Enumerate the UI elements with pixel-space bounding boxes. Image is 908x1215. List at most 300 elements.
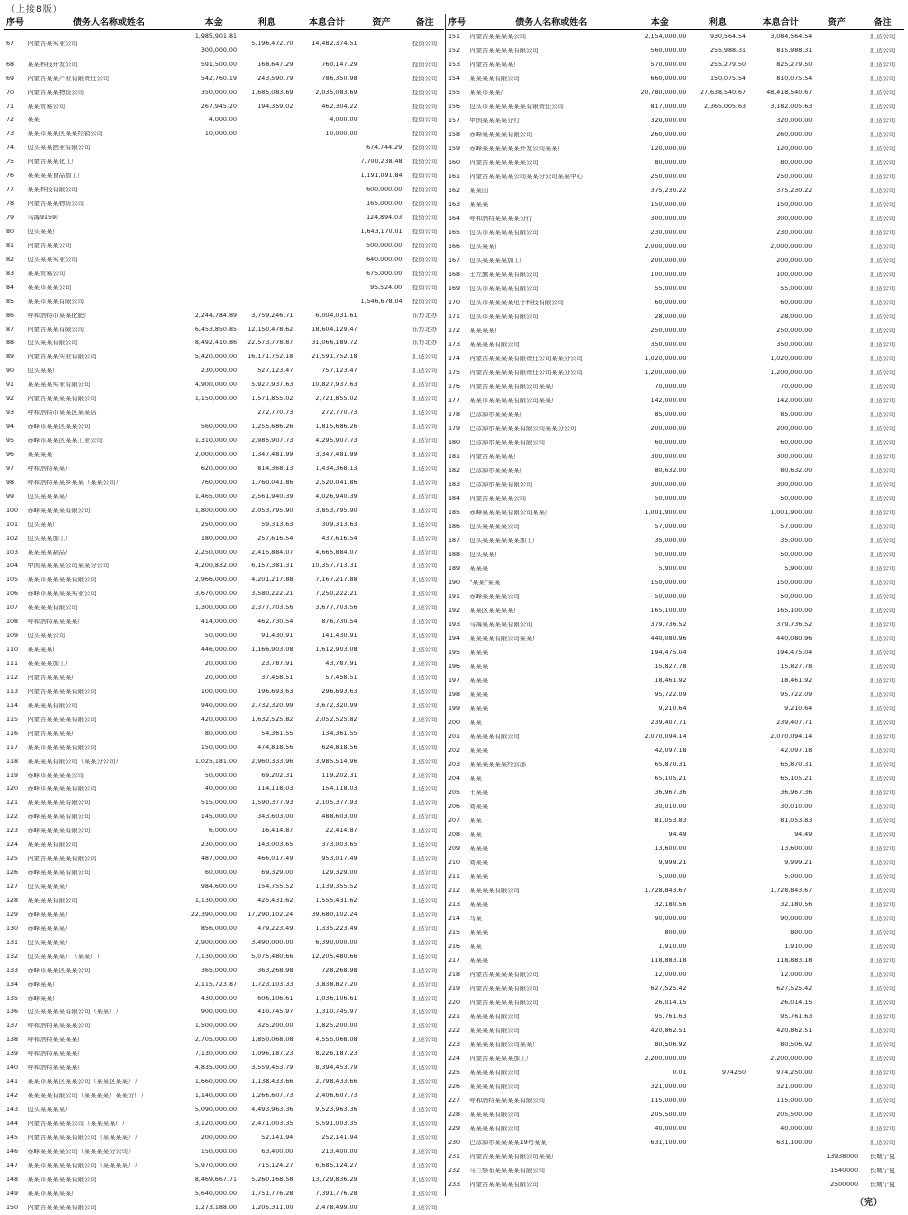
table-row bbox=[446, 534, 904, 548]
total: 21,591,752.18 bbox=[311, 354, 358, 361]
debtor-name: 某某市某某某某有限公司 bbox=[27, 1176, 97, 1183]
debtor-name: 内蒙古某某物资公司 bbox=[27, 89, 85, 96]
interest: 143,003.65 bbox=[257, 842, 294, 849]
total: 230,000.00 bbox=[776, 229, 813, 236]
interest: 974250 bbox=[721, 1069, 747, 1076]
interest: 466,017.49 bbox=[257, 856, 294, 863]
header-interest: 利息 bbox=[708, 18, 727, 28]
row-no: 129 bbox=[6, 911, 19, 918]
principal: 1,130,000.00 bbox=[194, 897, 237, 904]
remark: 汇达公司 bbox=[412, 619, 438, 626]
total: 2,000,000.00 bbox=[770, 243, 813, 250]
row-no: 180 bbox=[448, 439, 461, 446]
row-no: 219 bbox=[448, 985, 461, 992]
remark: 汇达公司 bbox=[869, 229, 896, 236]
row-no: 222 bbox=[448, 1027, 461, 1034]
row-no: 105 bbox=[6, 577, 19, 584]
remark: 汇达公司 bbox=[869, 285, 896, 292]
interest: 2,377,703.56 bbox=[251, 605, 294, 612]
table-row bbox=[4, 1159, 444, 1173]
remark: 投资公司 bbox=[412, 298, 438, 305]
total: 39,680,102.24 bbox=[311, 911, 358, 918]
row-no: 143 bbox=[6, 1107, 19, 1114]
row-no: 199 bbox=[448, 705, 461, 712]
total: 80,632.00 bbox=[780, 467, 813, 474]
debtor-name: 乌兰察布某某某某有限公司 bbox=[469, 1167, 545, 1174]
interest: 2,365,005.63 bbox=[703, 103, 747, 110]
principal: 35,000.00 bbox=[654, 537, 687, 544]
row-no: 88 bbox=[6, 340, 15, 347]
row-no: 103 bbox=[6, 549, 19, 556]
assets: 1,191,091.84 bbox=[360, 173, 403, 180]
total: 1,036,106.61 bbox=[315, 995, 358, 1002]
table-row bbox=[4, 86, 444, 100]
remark: 投资公司 bbox=[412, 284, 438, 291]
row-no: 102 bbox=[6, 535, 19, 542]
row-no: 116 bbox=[6, 730, 19, 737]
row-no: 171 bbox=[448, 313, 461, 320]
remark: 投资公司 bbox=[412, 228, 438, 235]
remark: 汇达公司 bbox=[869, 439, 896, 446]
total: 1,815,686.26 bbox=[315, 424, 358, 431]
row-no: 72 bbox=[6, 117, 15, 124]
principal: 205,500.00 bbox=[650, 1111, 687, 1118]
remark: 汇达公司 bbox=[412, 1162, 438, 1169]
remark: 汇达公司 bbox=[869, 691, 896, 698]
debtor-name: 赤峰市某某区某某工业公司 bbox=[27, 438, 103, 445]
total: 57,458.51 bbox=[325, 674, 358, 681]
interest: 1,166,903.08 bbox=[251, 647, 294, 654]
remark: 汇达公司 bbox=[869, 1111, 896, 1118]
principal: 9,210.64 bbox=[658, 705, 687, 712]
debtor-name: 某某某某有限公司某某厂 bbox=[469, 635, 539, 642]
table-row bbox=[446, 660, 904, 674]
principal: 5,420,000.00 bbox=[194, 354, 237, 361]
table-row bbox=[446, 688, 904, 702]
total: 2,478,499.00 bbox=[315, 1204, 358, 1211]
debtor-name: 呼和浩特某某某某厂 bbox=[27, 619, 85, 626]
table-row bbox=[446, 912, 904, 926]
principal: 1,200,000.00 bbox=[644, 369, 687, 376]
header-assets: 资产 bbox=[827, 18, 846, 28]
remark: 汇达公司 bbox=[412, 382, 438, 389]
debtor-name: 内蒙古某某某某有限责任公司某某分公司 bbox=[469, 369, 583, 376]
principal: 180,000.00 bbox=[200, 535, 237, 542]
remark: 汇达公司 bbox=[869, 901, 896, 908]
principal: 4,835,000.00 bbox=[194, 1065, 237, 1072]
total: 373,003.65 bbox=[321, 842, 358, 849]
row-no: 227 bbox=[448, 1097, 461, 1104]
assets: 500,000.00 bbox=[366, 242, 403, 249]
header-total: 本息合计 bbox=[762, 18, 799, 28]
table-row bbox=[4, 1131, 444, 1145]
principal: 300,000.00 bbox=[650, 215, 687, 222]
debtor-name: 包头某某厂 bbox=[27, 368, 59, 375]
total: 1,310,745.97 bbox=[315, 1009, 358, 1016]
remark: 汇达公司 bbox=[869, 453, 896, 460]
remark: 汇达公司 bbox=[412, 647, 438, 654]
total: 9,210.64 bbox=[784, 705, 813, 712]
principal: 3,670,000.00 bbox=[194, 591, 237, 598]
table-row bbox=[4, 1117, 444, 1131]
debtor-name: 赤峰某某厂 bbox=[27, 995, 59, 1002]
debtor-name: 某某区某某某某厂 bbox=[469, 607, 520, 614]
table-row bbox=[4, 852, 444, 866]
remark: 汇达公司 bbox=[869, 929, 896, 936]
table-row bbox=[446, 464, 904, 478]
remark: 汇达公司 bbox=[869, 215, 896, 222]
principal: 80,000.00 bbox=[204, 730, 237, 737]
table-body bbox=[446, 30, 904, 1192]
principal: 50,000.00 bbox=[204, 633, 237, 640]
total: 5,591,003.35 bbox=[315, 1120, 358, 1127]
table-row bbox=[446, 786, 904, 800]
debtor-name: 某某某某有限公司 bbox=[469, 1069, 520, 1076]
row-no: 84 bbox=[6, 284, 15, 291]
table-row bbox=[4, 546, 444, 560]
interest: 196,693.63 bbox=[257, 688, 294, 695]
total: 1,612,903.08 bbox=[315, 647, 358, 654]
assets: 1,643,170.01 bbox=[360, 228, 403, 235]
row-no: 189 bbox=[448, 565, 461, 572]
row-no: 155 bbox=[448, 89, 461, 96]
debtor-name: 某某 bbox=[469, 943, 483, 950]
debtor-name: 某某市某某厂 bbox=[469, 89, 508, 96]
remark: 汇达公司 bbox=[869, 1069, 896, 1076]
debtor-name: 赤峰市某某某某实业公司 bbox=[27, 591, 97, 598]
remark: 汇达公司 bbox=[412, 1079, 438, 1086]
table-row bbox=[446, 562, 904, 576]
principal: 94.49 bbox=[668, 831, 687, 838]
row-no: 229 bbox=[448, 1125, 461, 1132]
row-no: 213 bbox=[448, 901, 461, 908]
row-no: 168 bbox=[448, 271, 461, 278]
row-no: 187 bbox=[448, 537, 461, 544]
remark: 汇达公司 bbox=[869, 327, 896, 334]
remark: 东方北办 bbox=[412, 312, 438, 319]
principal: 591,500.00 bbox=[200, 61, 237, 68]
debtor-name: 刘某某 bbox=[469, 803, 489, 810]
table-row bbox=[4, 866, 444, 880]
total: 3,853,795.90 bbox=[315, 507, 358, 514]
table-row bbox=[446, 926, 904, 940]
interest: 1,632,525.82 bbox=[251, 716, 294, 723]
table-row bbox=[4, 295, 444, 309]
remark: 汇达公司 bbox=[412, 702, 438, 709]
row-no: 146 bbox=[6, 1148, 19, 1155]
table-row bbox=[4, 671, 444, 685]
table-row bbox=[446, 716, 904, 730]
table-row bbox=[4, 615, 444, 629]
remark: 汇达公司 bbox=[869, 383, 896, 390]
principal: 365,000.00 bbox=[200, 967, 237, 974]
table-header bbox=[4, 14, 444, 30]
header-principal: 本金 bbox=[650, 18, 669, 28]
total: 3,838,827.20 bbox=[315, 981, 358, 988]
remark: 汇达公司 bbox=[869, 537, 896, 544]
principal: 7,130,000.00 bbox=[194, 953, 237, 960]
total: 80,000.00 bbox=[780, 159, 813, 166]
principal: 57,000.00 bbox=[654, 523, 687, 530]
principal: 487,000.00 bbox=[200, 856, 237, 863]
total: 300,000.00 bbox=[776, 481, 813, 488]
debtor-name: 呼和浩特某某某某分行 bbox=[469, 215, 533, 222]
principal: 55,000.00 bbox=[654, 285, 687, 292]
remark: 汇达公司 bbox=[869, 47, 896, 54]
debtor-name: 中国某某某某公司某某分公司 bbox=[27, 563, 110, 570]
debtor-name: 巴彦淖尔某某某某有限公司某某分公司 bbox=[469, 425, 577, 432]
row-no: 215 bbox=[448, 929, 461, 936]
assets: 675,000.00 bbox=[366, 270, 403, 277]
principal: 150,000.00 bbox=[200, 744, 237, 751]
interest: 814,368.13 bbox=[257, 465, 294, 472]
principal: 95,761.63 bbox=[654, 1013, 687, 1020]
debtor-name: 赤峰某某某某某某开发公司某某厂 bbox=[469, 145, 564, 152]
remark: 汇达公司 bbox=[412, 786, 438, 793]
table-row bbox=[4, 169, 444, 183]
total: 13,600.00 bbox=[780, 845, 813, 852]
row-no: 202 bbox=[448, 747, 461, 754]
total: 6,685,124.27 bbox=[315, 1162, 358, 1169]
table-row bbox=[446, 338, 904, 352]
row-no: 163 bbox=[448, 201, 461, 208]
row-no: 166 bbox=[448, 243, 461, 250]
remark: 汇达公司 bbox=[869, 523, 896, 530]
remark: 汇达公司 bbox=[412, 716, 438, 723]
row-no: 125 bbox=[6, 856, 19, 863]
table-row bbox=[446, 114, 904, 128]
remark: 汇达公司 bbox=[412, 995, 438, 1002]
header-assets: 资产 bbox=[372, 18, 391, 28]
interest: 272,770.73 bbox=[257, 410, 294, 417]
row-no: 110 bbox=[6, 647, 19, 654]
table-row bbox=[446, 44, 904, 58]
principal: 420,862.51 bbox=[650, 1027, 687, 1034]
total: 10,827,937.63 bbox=[311, 382, 358, 389]
table-row bbox=[4, 992, 444, 1006]
table-row bbox=[4, 908, 444, 922]
principal: 2,705,000.00 bbox=[194, 1037, 237, 1044]
table-row bbox=[446, 492, 904, 506]
row-no: 108 bbox=[6, 619, 19, 626]
interest: 527,123.47 bbox=[257, 368, 294, 375]
table-row bbox=[4, 155, 444, 169]
row-no: 206 bbox=[448, 803, 461, 810]
table-row bbox=[4, 532, 444, 546]
header-remark: 备注 bbox=[415, 18, 434, 28]
principal: 1,500,000.00 bbox=[194, 1023, 237, 1030]
table-row bbox=[4, 1201, 444, 1215]
remark: 汇达公司 bbox=[869, 621, 896, 628]
table-row bbox=[446, 436, 904, 450]
debtor-name: 某某某某加工厂 bbox=[27, 661, 72, 668]
header-no: 序号 bbox=[6, 18, 25, 28]
total: 300,000.00 bbox=[776, 215, 813, 222]
principal: 542,760.19 bbox=[200, 75, 237, 82]
remark: 汇达公司 bbox=[412, 1176, 438, 1183]
interest: 54,361.55 bbox=[261, 730, 294, 737]
total: 1,825,200.00 bbox=[315, 1023, 358, 1030]
principal: 267,945.20 bbox=[200, 103, 237, 110]
row-no: 144 bbox=[6, 1120, 19, 1127]
debtor-name: 某某某某有限公司 bbox=[27, 702, 78, 709]
interest: 1,723,103.33 bbox=[251, 981, 294, 988]
principal: 1,465,000.00 bbox=[194, 493, 237, 500]
interest: 325,200.00 bbox=[257, 1023, 294, 1030]
debtor-name: 包头某某某某有限公司（某某厂） bbox=[27, 1009, 122, 1016]
table-header bbox=[446, 14, 904, 30]
remark: 汇达公司 bbox=[869, 243, 896, 250]
interest: 4,201,217.88 bbox=[251, 577, 294, 584]
debtor-name: 包头某某某某厂 bbox=[27, 884, 72, 891]
debtor-name: 某某市某某区某某公司（某某区某某厂） bbox=[27, 1079, 141, 1086]
remark: 汇达公司 bbox=[869, 369, 896, 376]
debtor-name: 某某某某 bbox=[27, 451, 53, 458]
remark: 汇达公司 bbox=[412, 424, 438, 431]
principal: 50,000.00 bbox=[204, 772, 237, 779]
remark: 汇达公司 bbox=[869, 859, 896, 866]
row-no: 205 bbox=[448, 789, 461, 796]
remark: 汇达公司 bbox=[869, 257, 896, 264]
interest: 255,279.50 bbox=[709, 61, 747, 68]
interest: 3,490,000.00 bbox=[251, 939, 294, 946]
principal: 420,000.00 bbox=[200, 716, 237, 723]
principal: 200,000.00 bbox=[650, 425, 687, 432]
table-row bbox=[4, 490, 444, 504]
table-row bbox=[446, 1094, 904, 1108]
debtor-name: 内蒙古某某某某有限公司 bbox=[469, 985, 539, 992]
remark: 汇达公司 bbox=[869, 201, 896, 208]
remark: 汇达公司 bbox=[869, 75, 896, 82]
principal: 2,250,000.00 bbox=[194, 549, 237, 556]
row-no: 232 bbox=[448, 1167, 461, 1174]
debtor-name: 某某某某有限公司 bbox=[469, 341, 520, 348]
remark: 投资公司 bbox=[412, 40, 438, 47]
remark: 汇达公司 bbox=[869, 873, 896, 880]
interest: 37,458.51 bbox=[261, 674, 294, 681]
total: 8,394,453.79 bbox=[315, 1065, 358, 1072]
interest: 1,685,083.69 bbox=[251, 89, 294, 96]
table-row bbox=[4, 309, 444, 323]
remark: 汇达公司 bbox=[869, 117, 896, 124]
row-no: 119 bbox=[6, 772, 19, 779]
interest: 22,573,778.87 bbox=[247, 340, 294, 347]
total: 26,014.15 bbox=[780, 999, 813, 1006]
table-row bbox=[4, 1089, 444, 1103]
row-no: 128 bbox=[6, 897, 19, 904]
remark: 汇达公司 bbox=[412, 354, 438, 361]
principal: 4,900,000.00 bbox=[194, 382, 237, 389]
principal: 2,000,000.00 bbox=[644, 243, 687, 250]
interest: 479,223.49 bbox=[257, 925, 294, 932]
debtor-name: 某某某某有限公司 bbox=[469, 1013, 520, 1020]
table-row bbox=[446, 548, 904, 562]
total: 129,329.00 bbox=[321, 870, 358, 877]
total: 65,870.31 bbox=[780, 761, 813, 768]
interest: 1,751,776.28 bbox=[251, 1190, 294, 1197]
interest: 1,590,377.93 bbox=[251, 800, 294, 807]
debtor-name: 呼和浩特市某某区某某店 bbox=[27, 410, 97, 417]
row-no: 153 bbox=[448, 61, 461, 68]
principal: 60,000.00 bbox=[654, 299, 687, 306]
row-no: 70 bbox=[6, 89, 15, 96]
total: 2,200,000.00 bbox=[770, 1055, 813, 1062]
table-row bbox=[446, 282, 904, 296]
remark: 投资公司 bbox=[412, 61, 438, 68]
total: 3,347,481.99 bbox=[315, 451, 358, 458]
total: 50,000.00 bbox=[780, 551, 813, 558]
principal: 50,000.00 bbox=[654, 495, 687, 502]
interest: 2,471,003.35 bbox=[251, 1120, 294, 1127]
debtor-name: 包头市某某某某有限公司 bbox=[469, 285, 539, 292]
row-no: 191 bbox=[448, 593, 461, 600]
total: 2,798,433.66 bbox=[315, 1079, 358, 1086]
row-no: 133 bbox=[6, 967, 19, 974]
table-row bbox=[4, 434, 444, 448]
principal: 81,053.83 bbox=[654, 817, 687, 824]
principal: 95,722.09 bbox=[654, 691, 687, 698]
table-row bbox=[4, 72, 444, 86]
debtor-name: 包头某某某某厂 bbox=[27, 939, 72, 946]
table-row bbox=[446, 590, 904, 604]
remark: 汇达公司 bbox=[869, 1097, 896, 1104]
principal: 65,105.21 bbox=[654, 775, 687, 782]
remark: 汇达公司 bbox=[412, 856, 438, 863]
remark: 汇达公司 bbox=[412, 451, 438, 458]
total: 1,555,431.62 bbox=[315, 897, 358, 904]
principal: 50,000.00 bbox=[654, 593, 687, 600]
debtor-name: 包头某某酒业有限公司 bbox=[27, 145, 91, 152]
table-row bbox=[4, 936, 444, 950]
debtor-name: 内蒙古某某某某公司 bbox=[469, 33, 527, 40]
row-no: 217 bbox=[448, 957, 461, 964]
interest: 2,053,795.90 bbox=[251, 507, 294, 514]
remark: 投资公司 bbox=[412, 117, 438, 124]
table-row bbox=[4, 462, 444, 476]
remark: 汇达公司 bbox=[412, 1204, 438, 1211]
row-no: 107 bbox=[6, 605, 19, 612]
remark: 汇达公司 bbox=[412, 493, 438, 500]
table-row bbox=[4, 1006, 444, 1020]
table-row bbox=[4, 811, 444, 825]
total: 36,967.36 bbox=[780, 789, 813, 796]
total: 1,434,368.13 bbox=[315, 465, 358, 472]
principal: 6,000.00 bbox=[208, 828, 237, 835]
row-no: 228 bbox=[448, 1111, 461, 1118]
table-row bbox=[4, 783, 444, 797]
row-no: 98 bbox=[6, 479, 15, 486]
principal: 230,000.00 bbox=[200, 368, 237, 375]
interest: 1,347,481.99 bbox=[251, 451, 294, 458]
debtor-name: 包头某某某某厂 bbox=[27, 493, 72, 500]
principal: 32,180.56 bbox=[654, 901, 687, 908]
row-no: 115 bbox=[6, 716, 19, 723]
remark: 汇达公司 bbox=[869, 845, 896, 852]
table-row bbox=[4, 1145, 444, 1159]
total: 309,313.63 bbox=[321, 521, 358, 528]
row-no: 178 bbox=[448, 411, 461, 418]
debtor-name: 某某 bbox=[469, 831, 483, 838]
table-row bbox=[446, 58, 904, 72]
debtor-name: 内蒙古某某某某有限公司 bbox=[27, 396, 97, 403]
debtor-name: 赤峰某某某某厂 bbox=[27, 925, 72, 932]
table-row bbox=[446, 1164, 904, 1178]
debtor-name: 巴彦淖尔某某某某厂 bbox=[469, 467, 527, 474]
table-row bbox=[4, 838, 444, 852]
debtor-name: 赤峰某某某某有限公司某某厂 bbox=[469, 509, 552, 516]
remark: 汇达公司 bbox=[412, 800, 438, 807]
row-no: 192 bbox=[448, 607, 461, 614]
